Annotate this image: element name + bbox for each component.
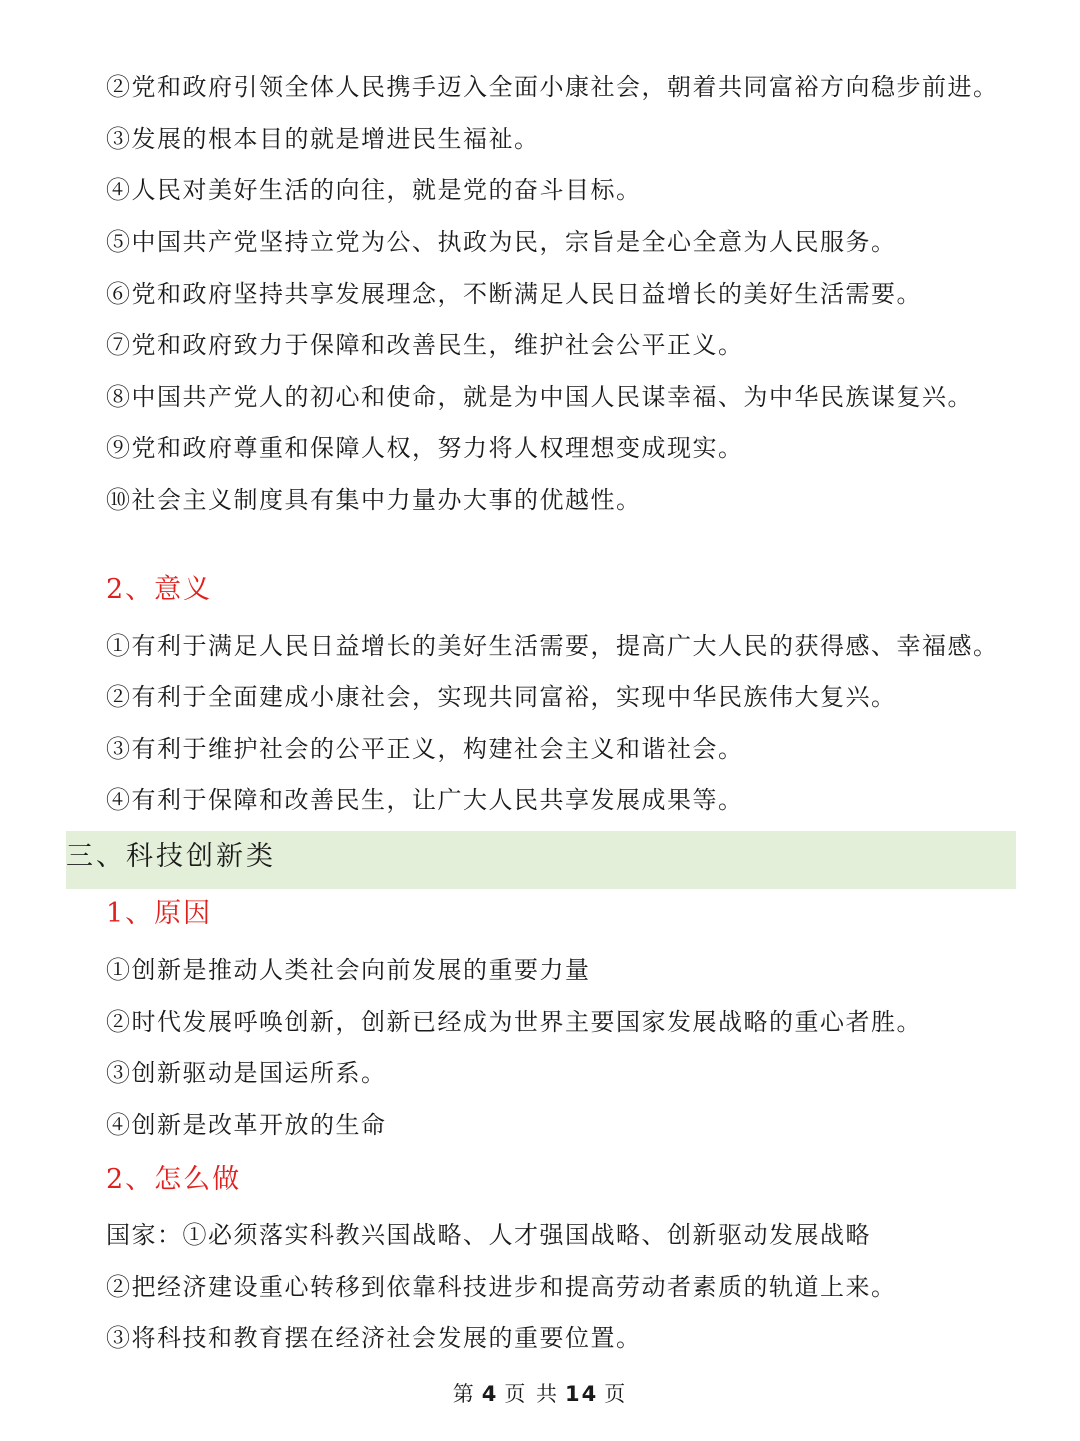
list-item: ⑥党和政府坚持共享发展理念，不断满足人民日益增长的美好生活需要。	[106, 280, 922, 308]
list-item: ①创新是推动人类社会向前发展的重要力量	[106, 956, 591, 984]
list-item: ③创新驱动是国运所系。	[106, 1059, 387, 1087]
footer-suffix: 页	[604, 1382, 628, 1406]
list-item: ②把经济建设重心转移到依靠科技进步和提高劳动者素质的轨道上来。	[106, 1273, 897, 1301]
list-item: 国家：①必须落实科教兴国战略、人才强国战略、创新驱动发展战略	[106, 1221, 871, 1249]
significance-heading: 2、意义	[106, 574, 213, 605]
list-item: ⑤中国共产党坚持立党为公、执政为民，宗旨是全心全意为人民服务。	[106, 228, 897, 256]
page-number-footer	[0, 1380, 1080, 1408]
list-item: ⑧中国共产党人的初心和使命，就是为中国人民谋幸福、为中华民族谋复兴。	[106, 383, 973, 411]
reasons-heading: 1、原因	[106, 898, 213, 929]
list-item: ③有利于维护社会的公平正义，构建社会主义和谐社会。	[106, 735, 744, 763]
list-item: ⑦党和政府致力于保障和改善民生，维护社会公平正义。	[106, 331, 744, 359]
section-title: 三、科技创新类	[66, 841, 276, 872]
list-item: ③将科技和教育摆在经济社会发展的重要位置。	[106, 1324, 642, 1352]
footer-prefix: 第	[452, 1382, 476, 1406]
list-item: ⑨党和政府尊重和保障人权，努力将人权理想变成现实。	[106, 434, 744, 462]
footer-middle: 页 共	[504, 1382, 560, 1406]
list-item: ④人民对美好生活的向往，就是党的奋斗目标。	[106, 176, 642, 204]
howto-heading: 2、怎么做	[106, 1164, 242, 1195]
list-item: ②党和政府引领全体人民携手迈入全面小康社会，朝着共同富裕方向稳步前进。	[106, 73, 999, 101]
list-item: ②有利于全面建成小康社会，实现共同富裕，实现中华民族伟大复兴。	[106, 683, 897, 711]
list-item: ④创新是改革开放的生命	[106, 1111, 387, 1139]
list-item: ④有利于保障和改善民生，让广大人民共享发展成果等。	[106, 786, 744, 814]
total-page-number: 14	[565, 1382, 599, 1406]
current-page-number: 4	[481, 1382, 499, 1406]
list-item: ②时代发展呼唤创新，创新已经成为世界主要国家发展战略的重心者胜。	[106, 1008, 922, 1036]
list-item: ①有利于满足人民日益增长的美好生活需要，提高广大人民的获得感、幸福感。	[106, 632, 999, 660]
list-item: ③发展的根本目的就是增进民生福祉。	[106, 125, 540, 153]
list-item: ⑩社会主义制度具有集中力量办大事的优越性。	[106, 486, 642, 514]
